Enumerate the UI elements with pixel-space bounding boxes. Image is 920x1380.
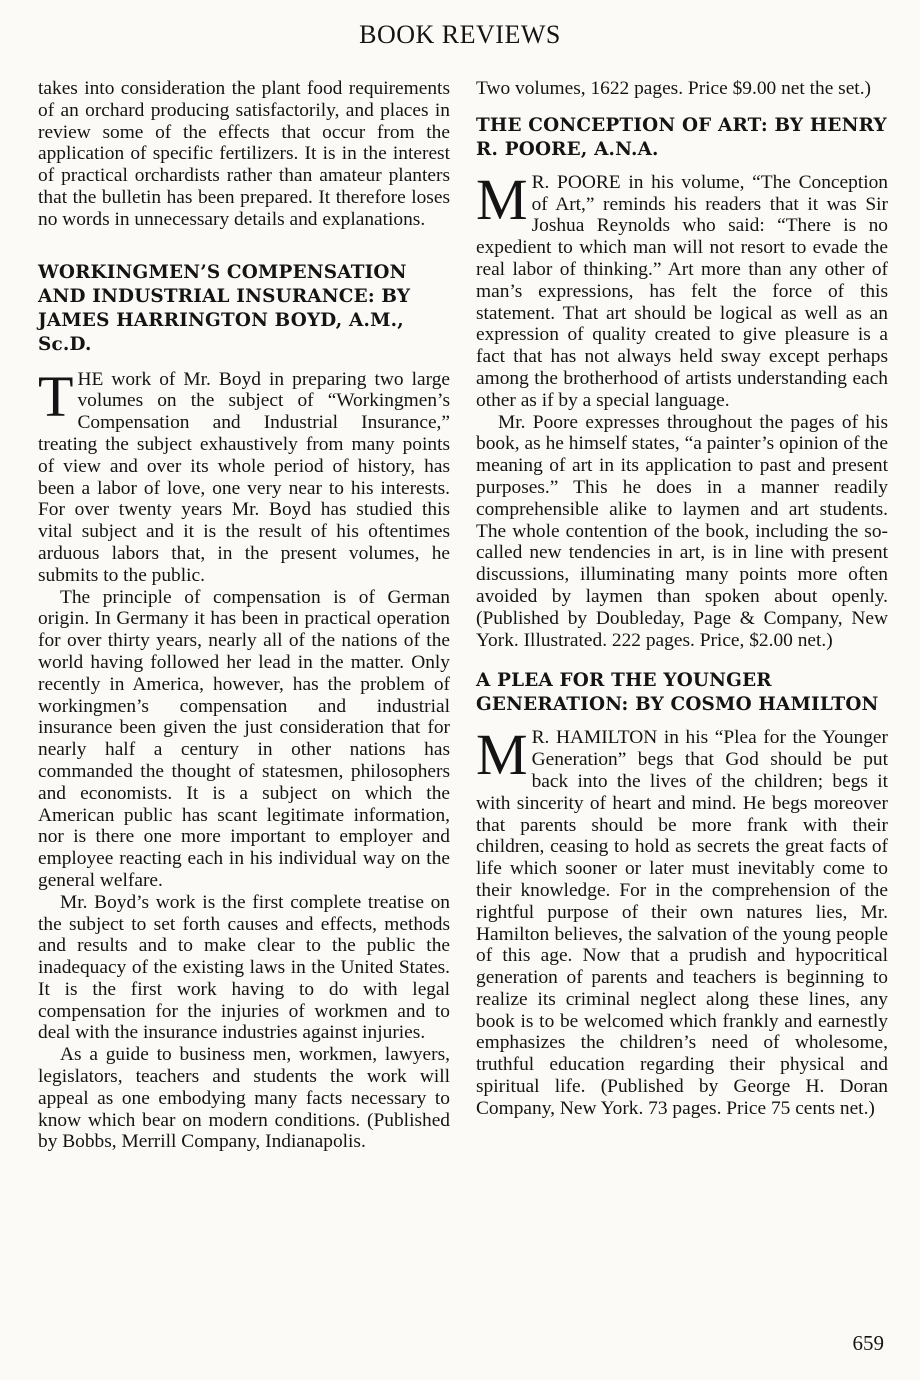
review-heading-conception-of-art: THE CONCEPTION OF ART: BY HENRY R. POORE, A.N.A.	[476, 114, 887, 160]
review-paragraph: As a guide to business men, workmen, lawyers, legislators, teachers and students the work will appeal as one embodying many facts necessary to know which bear on modern conditions. (Published by Bobbs, Merrill Company, Indianapolis.	[38, 1044, 450, 1153]
review-paragraph-text: HE work of Mr. Boyd in preparing two large volumes on the subject of “Workingmen’s Compensation and Industrial Insurance,” treating the subject exhaustively from many points of view and over its whole period of history, has been a labor of love, one very near to his interests. For over twenty years Mr. Boyd has studied this vital subject and it is the result of his oftentimes arduous labors that, in the present volumes, he submits to the public.	[38, 368, 450, 586]
right-column	[476, 78, 888, 1120]
review-paragraph-text: R. POORE in his volume, “The Conception of Art,” reminds his readers that it was Sir Joshua Reynolds who said: “There is no expedient to which man will not resort to evade the real labor of thinking.” Art more than any other of man’s expressions, has felt the force of this statement. That art should be logical as well as an expression of quality created to give pleasure is a fact that has not always held sway except perhaps among the brotherhood of artists understanding each other as if by a special language.	[476, 171, 888, 411]
page-number: 659	[852, 1331, 884, 1355]
left-column	[38, 78, 450, 1153]
review-paragraph	[476, 722, 888, 1119]
continued-paragraph: Two volumes, 1622 pages. Price $9.00 net the set.)	[476, 78, 871, 99]
review-paragraph	[476, 166, 888, 412]
review-paragraph-text: R. HAMILTON in his “Plea for the Younger Generation” begs that God should be put back into the lives of the children; begs it with sincerity of heart and mind. He begs moreover that parents should be more frank with their children, ceasing to hold as secrets the great facts of life which sooner or later must inevitably come to their knowledge. For in the comprehension of the rightful purpose of their own natures lies, Mr. Hamilton believes, the salvation of the young people of this age. Now that a prudish and hypocritical generation of parents and teachers is beginning to realize its criminal neglect along these lines, any book is to be welcomed which frankly and earnestly emphasizes the children’s need of wholesome, truthful education regarding their physical and spiritual life. (Published by George H. Doran Company, New York. 73 pages. Price 75 cents net.)	[476, 727, 888, 1119]
review-heading-workingmens-compensation: WORKINGMEN’S COMPENSATION AND INDUSTRIAL INSURANCE: BY JAMES HARRINGTON BOYD, A.M., Sc.D.	[38, 261, 411, 355]
review-heading-plea-younger-generation: A PLEA FOR THE YOUNGER GENERATION: BY COSMO HAMILTON	[476, 670, 879, 716]
drop-cap: T	[38, 363, 74, 429]
review-paragraph: The principle of compensation is of German origin. In Germany it has been in practical operation for over thirty years, nearly all of the nations of the world having followed her lead in the matter. Only recently in America, however, has the problem of workingmen’s compensation and industrial insurance been given the just consideration that for nearly half a century in other nations has commanded the thought of statesmen, philosophers and economists. It is a subject on which the American public has scant legitimate information, nor is there one more important to employer and employee reacting each in his individual way on the general welfare.	[38, 586, 450, 891]
page-header-title: BOOK REVIEWS	[359, 20, 561, 49]
review-paragraph: Mr. Boyd’s work is the first complete treatise on the subject to set forth causes and effects, methods and results and to make clear to the public the inadequacy of the existing laws in the United States. It is the first work having to do with legal compensation for the injuries of workmen and to deal with the insurance industries against injuries.	[38, 891, 450, 1044]
continued-paragraph: takes into consideration the plant food requirements of an orchard producing satisfactorily, and places in review some of the effects that occur from the application of specific fertilizers. It is in the interest of practical orchardists rather than amateur planters that the bulletin has been prepared. It therefore loses no words in unnecessary details and explanations.	[38, 78, 450, 230]
drop-cap: M	[476, 166, 528, 232]
review-paragraph: Mr. Poore expresses throughout the pages of his book, as he himself states, “a painter’s opinion of the meaning of art in its application to past and present purposes.” This he does in a manner readily comprehensible alike to laymen and art students. The whole contention of the book, including the so-called new tendencies in art, is in line with present discussions, illuminating many points more often avoided by laymen than spoken about openly. (Published by Doubleday, Page & Company, New York. Illustrated. 222 pages. Price, $2.00 net.)	[476, 411, 888, 651]
review-paragraph	[38, 363, 450, 587]
drop-cap: M	[476, 722, 528, 788]
